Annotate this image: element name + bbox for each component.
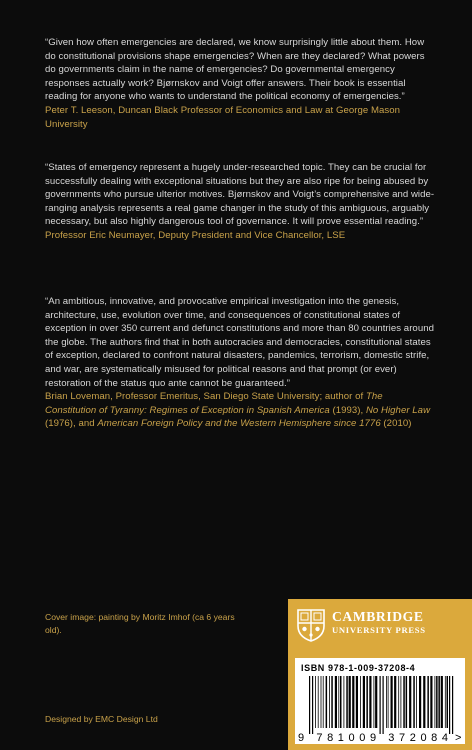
barcode-bar (403, 676, 405, 728)
barcode-guard-bar (309, 676, 310, 734)
university-crest-icon (297, 609, 325, 642)
book-title: The Constitution of Tyranny: Regimes of Exception in Spanish America (45, 391, 383, 416)
publisher-name-line2: UNIVERSITY PRESS (332, 625, 426, 635)
barcode-bar (315, 676, 316, 728)
barcode-bar (352, 676, 354, 728)
barcode-bar (416, 676, 417, 728)
barcode-bar (331, 676, 333, 728)
barcode-bar (349, 676, 351, 728)
barcode-bar (398, 676, 399, 728)
publisher-name (332, 609, 468, 636)
barcode-bar (369, 676, 371, 728)
isbn-label: ISBN 978-1-009-37208-4 (301, 663, 416, 673)
barcode-bar (338, 676, 339, 728)
barcode-guard-bar (380, 676, 381, 734)
barcode-bar (335, 676, 337, 728)
quote-attribution: Professor Eric Neumayer, Deputy President and Vice Chancellor, LSE (45, 229, 346, 241)
barcode-bar (360, 676, 361, 728)
barcode-bar (409, 676, 411, 728)
quote-attribution: Peter T. Leeson, Duncan Black Professor of Economics and Law at George Mason University (45, 104, 401, 130)
barcode-bar (356, 676, 358, 728)
publisher-name-line1: CAMBRIDGE (332, 609, 424, 624)
barcode-digits: 9 781009 372084 (298, 732, 448, 744)
barcode-bar (391, 676, 393, 728)
quote-attribution (45, 390, 435, 431)
cover-image-credit: Cover image: painting by Moritz Imhof (ca 6 years old). (45, 612, 235, 635)
attribution-part: Brian Loveman, Professor Emeritus, San Diego State University; author of (45, 391, 366, 403)
barcode-bar (436, 676, 438, 728)
barcode-bar (438, 676, 440, 728)
barcode-guard-bar (312, 676, 313, 734)
book-title: No Higher Law (365, 404, 431, 416)
barcode-bar (401, 676, 402, 728)
barcode-guard-bar (452, 676, 453, 734)
barcode-bar (435, 676, 436, 728)
attribution-part: (2010) (380, 418, 412, 430)
barcode-bar (363, 676, 365, 728)
design-credit: Designed by EMC Design Ltd (45, 714, 158, 724)
barcode-bar (427, 676, 429, 728)
quote-text: “States of emergency represent a hugely under-researched topic. They can be crucial for successfully dealing with exceptional situations but they are also ripe for being abused by governments who pursue ulterior motives. Bjørnskov and Voigt’s comprehensive and wide-ranging analysis represents a real game changer in the study of this ambiguous, arguably necessary, but also highly dangerous tool of governance. It will prove essential reading.” (45, 162, 435, 228)
barcode-bar (326, 676, 328, 728)
barcode-bar (366, 676, 368, 728)
attribution-part: (1993), (329, 404, 366, 416)
barcode-bar (423, 676, 425, 728)
barcode-bar (445, 676, 446, 728)
barcode-bar (419, 676, 421, 728)
attribution-part: (1976), and (45, 418, 98, 430)
barcode-bar (346, 676, 348, 728)
barcode-bar (447, 676, 449, 728)
barcode-bar (375, 676, 377, 728)
barcode-bar (321, 676, 322, 728)
book-title: American Foreign Policy and the Western Hemisphere since 1776 (97, 418, 381, 430)
barcode-guard-bar (449, 676, 450, 734)
barcode-guard-bar (383, 676, 384, 734)
barcode-bar (388, 676, 389, 728)
barcode-bar (329, 676, 330, 728)
barcode-bar (374, 676, 375, 728)
barcode-bar (413, 676, 415, 728)
barcode-trailing-mark: > (455, 732, 462, 744)
barcode-bar (344, 676, 345, 728)
endorsement-quote-2 (45, 161, 435, 243)
quote-text: “Given how often emergencies are declared, we know surprisingly little about them. How do constitutional provisions shape emergencies? When are they declared? What powers do governments claim in the name of emergencies? Do governmental emergency responses actually work? Bjørnskov and Voigt offer answers. Their book is essential reading for anyone who wants to understand the political economy of emergencies.” (45, 37, 425, 103)
quote-text: “An ambitious, innovative, and provocative empirical investigation into the genesis, architecture, use, evolution over time, and consequences of constitutional states of exception in over 350 current and defunct constitutions and more than 80 countries around the globe. The authors find that in both autocracies and democracies, constitutional states of exception, declared to confront natural disasters, pandemics, terrorism, domestic strife, and war, are systematically misused for political reasons and that prompt (or ever) restoration of the status quo ante cannot be guaranteed.” (45, 296, 434, 389)
barcode-bar (323, 676, 324, 728)
barcode-bar (340, 676, 342, 728)
barcode-bar (441, 676, 443, 728)
barcode-graphic (295, 658, 465, 744)
barcode-bar (394, 676, 396, 728)
endorsement-quote-3 (45, 295, 435, 431)
isbn-barcode (295, 658, 465, 744)
endorsement-quote-1 (45, 36, 435, 131)
barcode-bar (318, 676, 319, 728)
barcode-bar (386, 676, 387, 728)
barcode-bar (430, 676, 432, 728)
barcode-bar (406, 676, 408, 728)
publisher-panel (288, 599, 472, 750)
